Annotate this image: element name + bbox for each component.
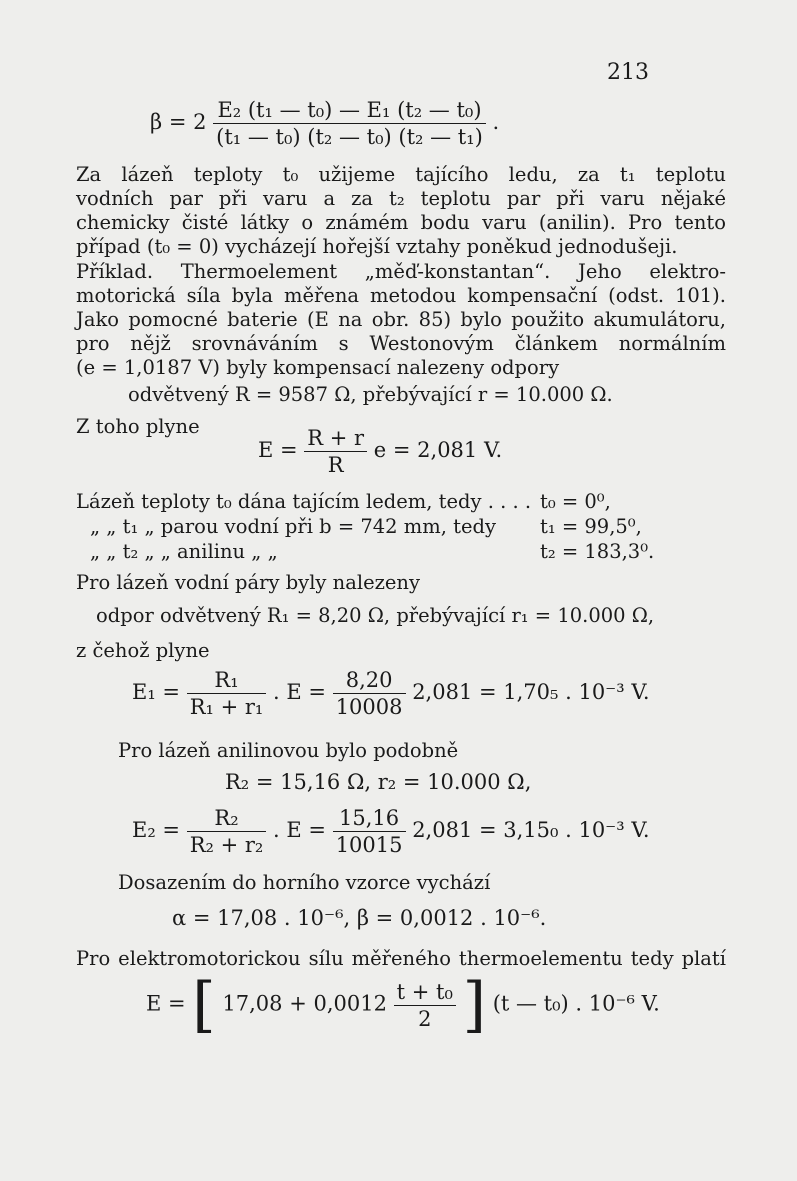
beta-fraction [213,98,486,149]
E2-fraction-a [187,806,267,857]
equation-E [258,426,502,477]
dosazenim-text: Dosazením do horního vzorce vychází [118,871,491,894]
pro-lazen-vodni: Pro lázeň vodní páry byly nalezeny [76,571,420,594]
E1-fraction-b [333,668,406,719]
E1-den-b: 10008 [335,695,403,719]
E-denominator: R [327,453,344,477]
final-lhs: E = [146,991,186,1016]
final-fraction [394,980,456,1031]
z-toho-text: Z toho plyne [76,415,200,438]
odpor-line: odpor odvětvený R₁ = 8,20 Ω, přebývající r₁ = 10.000 Ω, [96,604,655,627]
pro-anilin: Pro lázeň anilinovou bylo podobně [118,739,459,762]
para2-line: motorická síla byla měřena metodou kompensační (odst. 101). [76,284,726,307]
bath-left: „ „ t₁ „ parou vodní při b = 742 mm, tedy [90,515,497,538]
E1-lhs: E₁ = [132,680,181,704]
beta-lhs: β = 2 [150,110,207,134]
alpha-beta-values: α = 17,08 . 10⁻⁶, β = 0,0012 . 10⁻⁶. [172,906,547,930]
para2-line: Jako pomocné baterie (E na obr. 85) bylo použito akumulátoru, [76,308,726,331]
open-bracket: [ [192,970,216,1040]
bath-right: t₀ = 0⁰, [540,490,611,513]
equation-final [146,970,660,1040]
equation-E1 [132,668,650,719]
equation-beta [150,98,499,149]
bath-left: Lázeň teploty t₀ dána tajícím ledem, tedy . . . . [76,490,532,513]
final-numerator: t + t₀ [394,980,456,1006]
equation-E2 [132,806,650,857]
beta-numerator: E₂ (t₁ — t₀) — E₁ (t₂ — t₀) [213,98,486,124]
E1-mid: . E = [273,680,326,704]
E2-rhs: 2,081 = 3,15₀ . 10⁻³ V. [412,818,650,842]
final-denominator: 2 [418,1006,432,1031]
final-text: Pro elektromotorickou sílu měřeného thermoelementu tedy platí [76,947,726,970]
E1-fraction-a [187,668,267,719]
E2-num-b: 15,16 [333,806,406,832]
E2-num-a: R₂ [187,806,267,832]
final-rhs: (t — t₀) . 10⁻⁶ V. [492,991,660,1016]
resistance-line: odvětvený R = 9587 Ω, přebývající r = 10.000 Ω. [128,383,613,406]
E1-num-a: R₁ [187,668,267,694]
z-ceho-text: z čehož plyne [76,639,210,662]
E2-fraction-b [333,806,406,857]
E-numerator: R + r [304,426,367,452]
bath-right: t₂ = 183,3⁰. [540,540,655,563]
E2-lhs: E₂ = [132,818,181,842]
E2-den-a: R₂ + r₂ [189,833,264,857]
E1-den-a: R₁ + r₁ [189,695,264,719]
page-number: 213 [607,60,649,85]
para2-line: (e = 1,0187 V) byly kompensací nalezeny odpory [76,356,560,379]
E-rhs: e = 2,081 V. [373,438,503,462]
E2-mid: . E = [273,818,326,842]
para2-line: Příklad. Thermoelement „měď-konstantan“. Jeho elektro- [76,260,726,283]
bath-left: „ „ t₂ „ „ anilinu „ „ [90,540,278,563]
beta-end: . [492,110,500,134]
E2-den-b: 10015 [335,833,403,857]
para1-line: chemicky čisté látky o známém bodu varu (anilin). Pro tento [76,211,726,234]
E-lhs: E = [258,438,298,462]
para1-line: případ (t₀ = 0) vycházejí hořejší vztahy poněkud jednodušeji. [76,235,678,258]
para2-line: pro nějž srovnáváním s Westonovým článkem normálním [76,332,726,355]
anilin-values: R₂ = 15,16 Ω, r₂ = 10.000 Ω, [225,770,532,794]
E1-rhs: 2,081 = 1,70₅ . 10⁻³ V. [412,680,650,704]
E-fraction [304,426,367,477]
para1-line: Za lázeň teploty t₀ užijeme tajícího ledu, za t₁ teplotu [76,163,726,186]
close-bracket: ] [462,970,486,1040]
beta-denominator: (t₁ — t₀) (t₂ — t₀) (t₂ — t₁) [216,125,483,149]
E1-num-b: 8,20 [333,668,406,694]
para1-line: vodních par při varu a za t₂ teplotu par při varu nějaké [76,187,726,210]
bath-right: t₁ = 99,5⁰, [540,515,642,538]
final-terms: 17,08 + 0,0012 [222,991,387,1016]
